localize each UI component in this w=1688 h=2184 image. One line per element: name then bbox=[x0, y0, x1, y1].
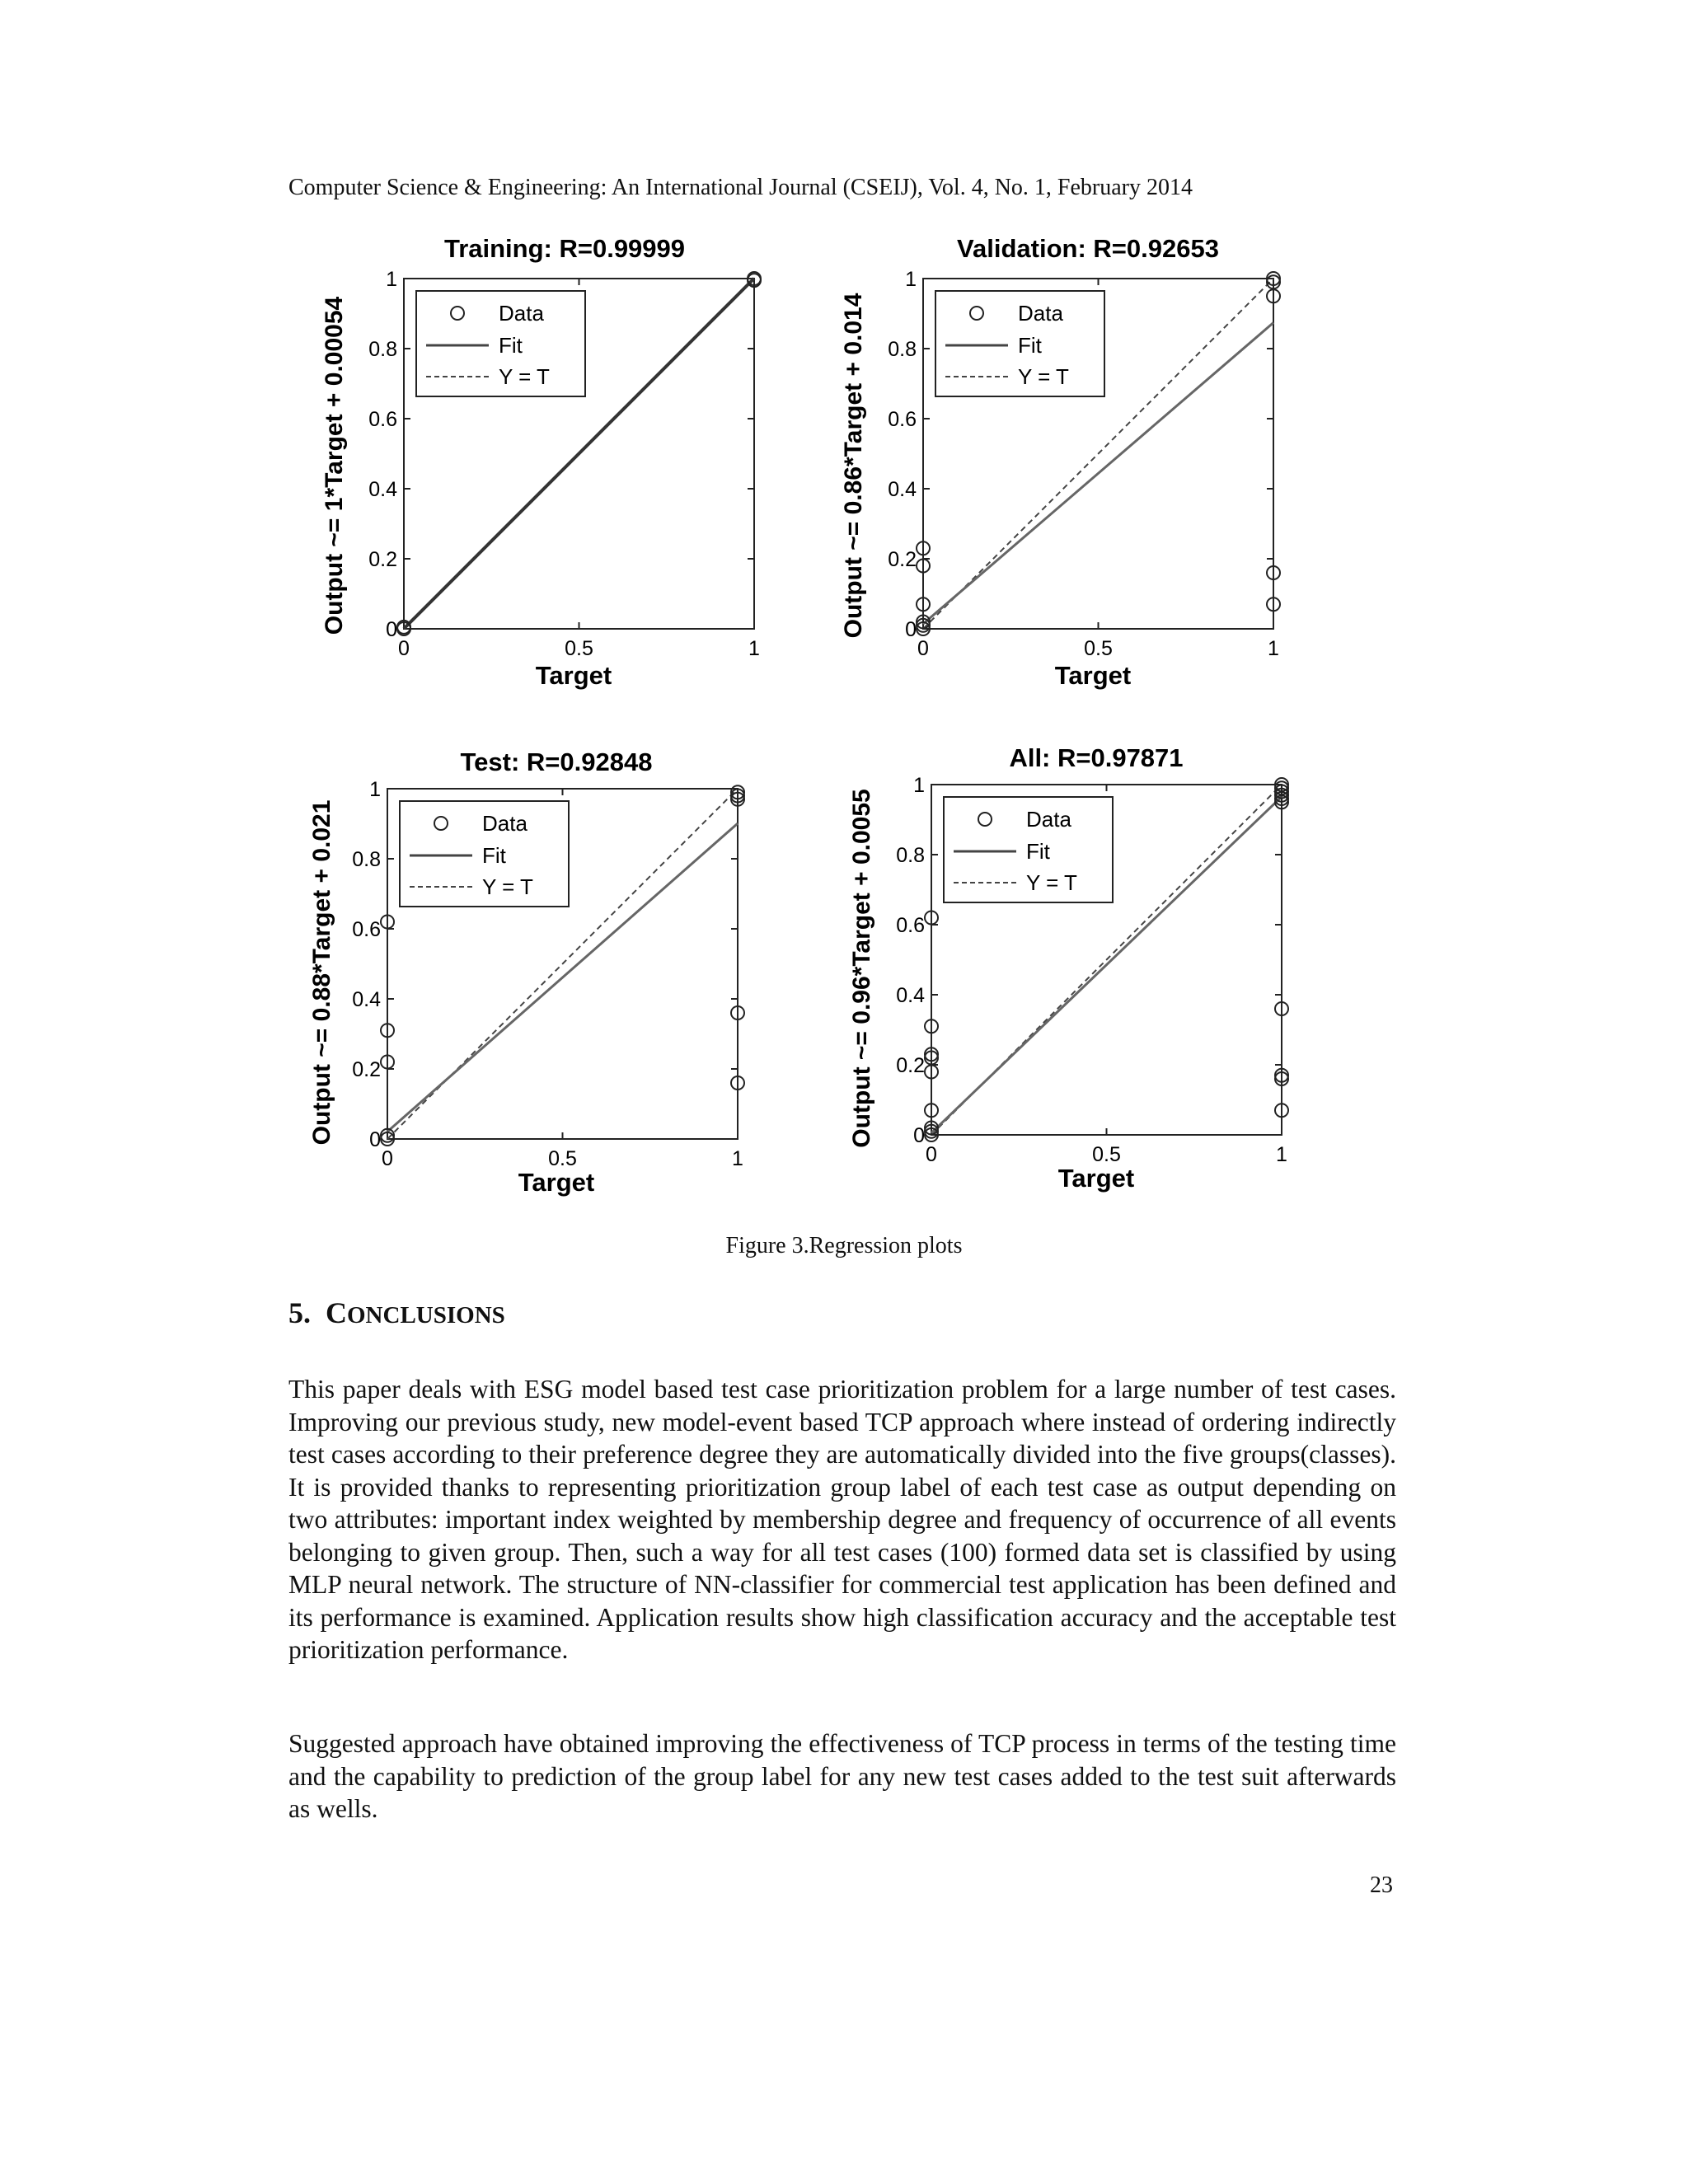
legend-label-fit: Fit bbox=[1026, 839, 1050, 864]
chart-title: Test: R=0.92848 bbox=[460, 748, 653, 776]
plot-validation bbox=[837, 231, 1331, 692]
legend bbox=[416, 291, 585, 396]
chart-title: All: R=0.97871 bbox=[1009, 743, 1184, 772]
y-axis-label: Output ~= 0.86*Target + 0.014 bbox=[840, 293, 867, 639]
legend-label-yt: Y = T bbox=[1026, 870, 1077, 895]
legend bbox=[935, 291, 1104, 396]
x-tick-label: 1 bbox=[1268, 637, 1279, 660]
legend-label-yt: Y = T bbox=[482, 874, 533, 899]
section-title-initial: C bbox=[326, 1296, 347, 1329]
legend-label-data: Data bbox=[1018, 301, 1063, 326]
plot-test bbox=[305, 742, 799, 1203]
y-tick-label: 0 bbox=[369, 1128, 381, 1151]
y-tick-label: 1 bbox=[905, 268, 917, 291]
y-tick-label: 0.8 bbox=[368, 338, 397, 361]
running-head: Computer Science & Engineering: An International Journal (CSEIJ), Vol. 4, No. 1, February 2014 bbox=[288, 175, 1193, 200]
y-tick-label: 0 bbox=[386, 618, 397, 641]
y-tick-label: 0.6 bbox=[368, 408, 397, 431]
x-tick-label: 0.5 bbox=[1084, 637, 1113, 660]
y-tick-label: 0 bbox=[905, 618, 917, 641]
figure-caption: Figure 3.Regression plots bbox=[725, 1233, 963, 1258]
x-tick-label: 1 bbox=[732, 1147, 743, 1170]
y-tick-label: 0 bbox=[913, 1124, 925, 1147]
y-tick-label: 0.2 bbox=[352, 1058, 381, 1081]
x-tick-label: 1 bbox=[748, 637, 760, 660]
x-tick-label: 0.5 bbox=[548, 1147, 577, 1170]
legend-label-data: Data bbox=[499, 301, 544, 326]
y-axis-label: Output ~= 0.88*Target + 0.021 bbox=[308, 799, 335, 1146]
y-tick-label: 0.2 bbox=[368, 548, 397, 571]
legend bbox=[944, 797, 1113, 902]
y-tick-label: 0.4 bbox=[352, 988, 381, 1011]
paragraph: This paper deals with ESG model based test case prioritization problem for a large number of test cases. Improving our previous study, new model-event based TCP approach where instead of ordering indirectly test cases according to their preference degree they are automatically divided into the five groups(classes). It is provided thanks to representing prioritization group label of each test case as output depending on two attributes: important index weighted by membership degree and frequency of occurrence of all events belonging to given group. Then, such a way for all test cases (100) formed data set is classified by using MLP neural network. The structure of NN-classifier for commercial test application has been defined and its performance is examined. Application results show high classification accuracy and the acceptable test prioritization performance. bbox=[288, 1375, 1396, 1664]
y-tick-label: 0.4 bbox=[896, 984, 925, 1007]
validation-regression-chart bbox=[837, 231, 1331, 692]
section-number: 5. bbox=[288, 1296, 311, 1329]
legend-label-fit: Fit bbox=[499, 333, 523, 358]
y-tick-label: 0.8 bbox=[896, 844, 925, 867]
x-tick-label: 0.5 bbox=[565, 637, 593, 660]
y-tick-label: 0.4 bbox=[368, 478, 397, 501]
legend-label-fit: Fit bbox=[1018, 333, 1042, 358]
y-tick-label: 0.2 bbox=[896, 1054, 925, 1077]
x-tick-label: 1 bbox=[1276, 1143, 1287, 1166]
x-axis-label: Target bbox=[1057, 1164, 1135, 1193]
chart-title: Validation: R=0.92653 bbox=[957, 234, 1219, 263]
section-heading bbox=[288, 1296, 505, 1330]
all-regression-chart bbox=[845, 738, 1339, 1199]
y-tick-label: 0.6 bbox=[352, 918, 381, 941]
y-axis-label: Output ~= 0.96*Target + 0.0055 bbox=[848, 789, 875, 1148]
x-axis-label: Target bbox=[518, 1168, 595, 1197]
legend-label-yt: Y = T bbox=[499, 364, 550, 389]
legend-label-data: Data bbox=[482, 811, 528, 836]
x-tick-label: 0 bbox=[917, 637, 929, 660]
legend bbox=[400, 801, 569, 907]
y-tick-label: 0.6 bbox=[896, 914, 925, 937]
plot-all bbox=[845, 738, 1339, 1199]
y-tick-label: 1 bbox=[913, 774, 925, 797]
legend-label-yt: Y = T bbox=[1018, 364, 1069, 389]
y-tick-label: 0.8 bbox=[352, 848, 381, 871]
legend-label-fit: Fit bbox=[482, 843, 506, 868]
y-tick-label: 0.6 bbox=[888, 408, 917, 431]
x-tick-label: 0 bbox=[926, 1143, 937, 1166]
y-tick-label: 0.2 bbox=[888, 548, 917, 571]
x-tick-label: 0 bbox=[398, 637, 410, 660]
y-tick-label: 1 bbox=[369, 778, 381, 801]
training-regression-chart bbox=[317, 231, 812, 692]
legend-label-data: Data bbox=[1026, 807, 1071, 832]
paragraph: Suggested approach have obtained improving the effectiveness of TCP process in terms of the testing time and the capability to prediction of the group label for any new test cases added to the test suit afterwards as wells. bbox=[288, 1729, 1396, 1823]
y-tick-label: 1 bbox=[386, 268, 397, 291]
y-tick-label: 0.4 bbox=[888, 478, 917, 501]
chart-title: Training: R=0.99999 bbox=[443, 234, 686, 263]
x-tick-label: 0 bbox=[382, 1147, 393, 1170]
x-axis-label: Target bbox=[535, 661, 612, 690]
x-axis-label: Target bbox=[1054, 661, 1132, 690]
y-axis-label: Output ~= 1*Target + 0.00054 bbox=[321, 296, 348, 635]
test-regression-chart bbox=[305, 742, 799, 1203]
page-number: 23 bbox=[1370, 1872, 1393, 1898]
plot-training bbox=[317, 231, 812, 692]
section-title-rest: ONCLUSIONS bbox=[347, 1302, 505, 1329]
y-tick-label: 0.8 bbox=[888, 338, 917, 361]
x-tick-label: 0.5 bbox=[1092, 1143, 1121, 1166]
